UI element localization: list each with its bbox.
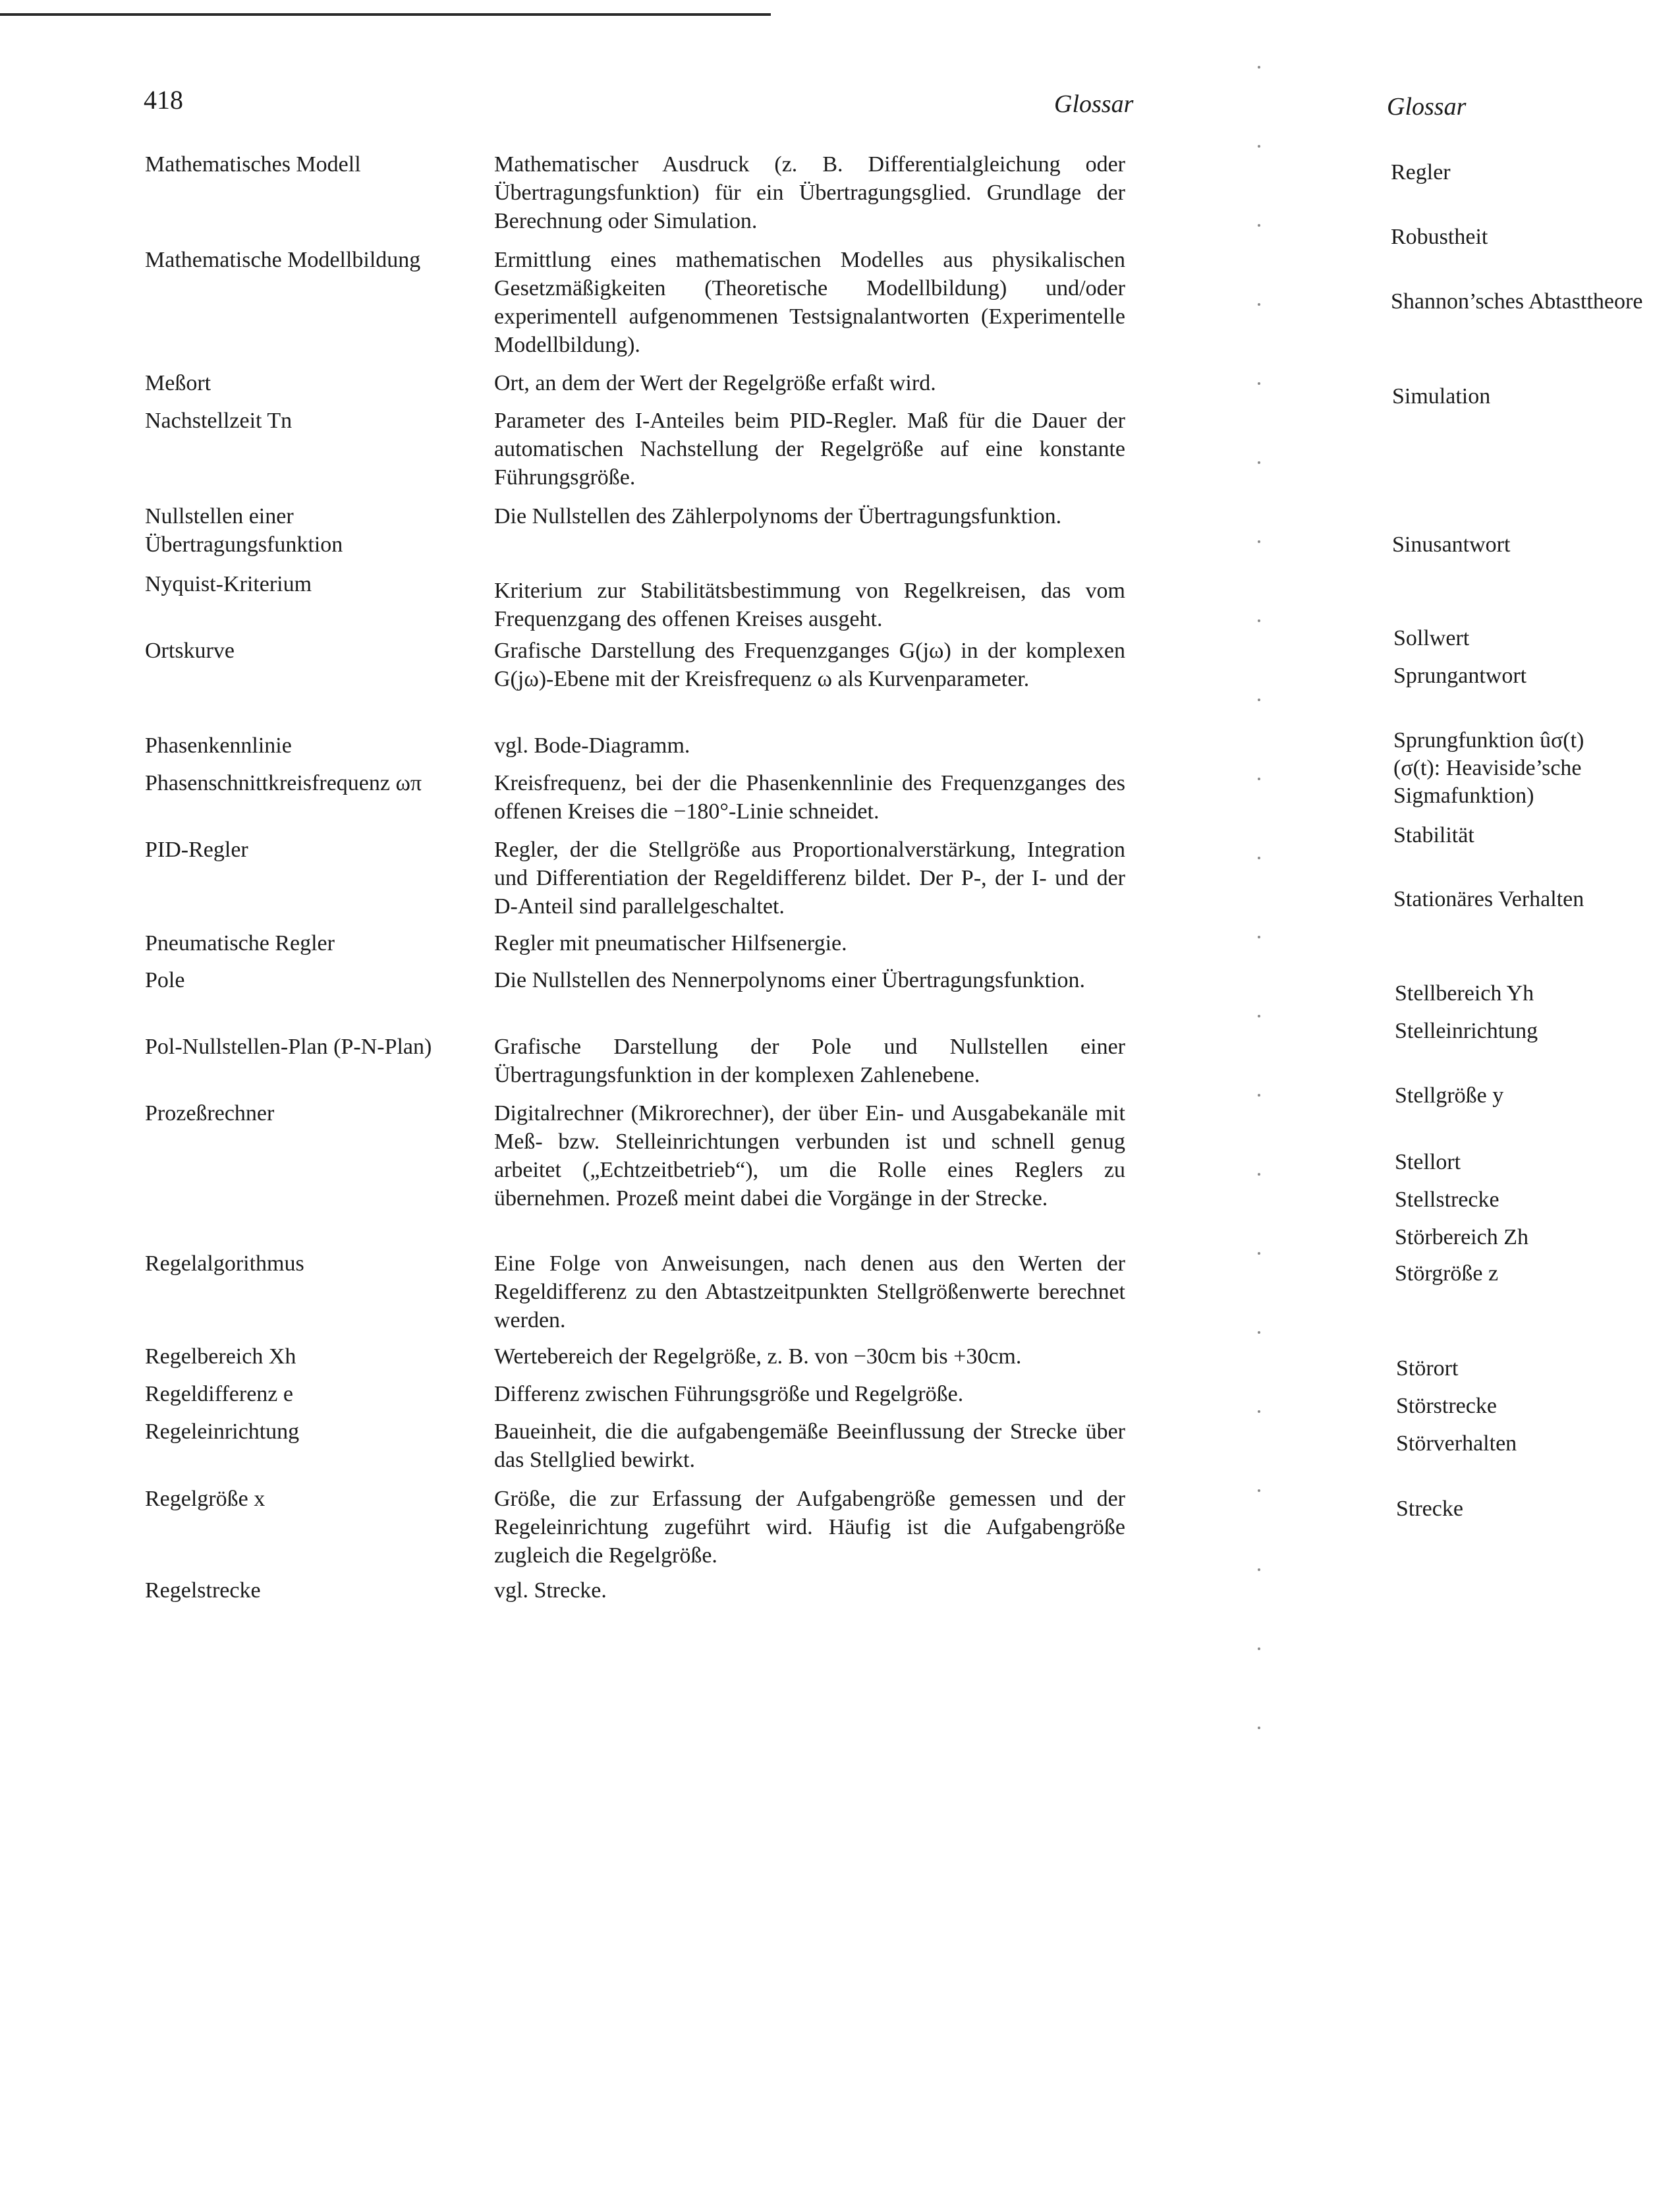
glossary-term: Nullstellen einer Übertragungsfunktion — [145, 504, 343, 557]
right-glossary-term: Störort — [1396, 1356, 1459, 1381]
glossary-term: Nachstellzeit Tn — [145, 409, 293, 433]
right-glossary-term: Shannon’sches Abtasttheore — [1391, 289, 1643, 314]
glossary-term: Regelalgorithmus — [145, 1251, 304, 1276]
glossary-term: Prozeßrechner — [145, 1101, 275, 1126]
glossary-definition: Digitalrechner (Mikrorechner), der über Ein- und Ausgabekanäle mit Meß- bzw. Stelleinrichtungen verbunden ist und schnell genug arbeitet („Echtzeitbetrieb“), um die Rolle eines Reglers zu übernehmen. Prozeß meint dabei die Vorgänge in der Strecke. — [494, 1101, 1125, 1211]
glossary-definition: Ermittlung eines mathematischen Modelles aus physikalischen Gesetzmäßigkeiten (Theoretische Modellbildung) und/oder experimentell aufgenommenen Testsignalantworten (Experimentelle Modellbildung). — [494, 248, 1125, 357]
right-glossary-term: Regler — [1391, 160, 1451, 185]
glossary-definition: Ort, an dem der Wert der Regelgröße erfaßt wird. — [494, 371, 936, 395]
glossary-term: Regeleinrichtung — [145, 1419, 300, 1444]
glossary-definition: Grafische Darstellung des Frequenzganges G(jω) in der komplexen G(jω)-Ebene mit der Kreisfrequenz ω als Kurvenparameter. — [494, 639, 1125, 691]
right-glossary-term: Stellbereich Yh — [1395, 981, 1534, 1006]
right-glossary-term: Sigmafunktion) — [1393, 784, 1534, 808]
glossary-term: Pole — [145, 968, 185, 992]
glossary-definition: Eine Folge von Anweisungen, nach denen aus den Werten der Regeldifferenz zu den Abtastzeitpunkten Stellgrößenwerte berechnet werden. — [494, 1251, 1125, 1332]
glossary-definition: Kriterium zur Stabilitätsbestimmung von Regelkreisen, das vom Frequenzgang des offenen Kreises ausgeht. — [494, 579, 1125, 631]
glossary-definition: Wertebereich der Regelgröße, z. B. von −30cm bis +30cm. — [494, 1344, 1022, 1369]
glossary-term: Ortskurve — [145, 639, 235, 663]
glossary-term: Regeldifferenz e — [145, 1382, 293, 1406]
right-glossary-term: Störverhalten — [1396, 1431, 1517, 1456]
right-glossary-term: Sprungantwort — [1393, 664, 1527, 688]
glossary-term: Nyquist-Kriterium — [145, 572, 312, 596]
glossary-term: Phasenschnittkreisfrequenz ωπ — [145, 771, 422, 795]
page-number: 418 — [144, 85, 183, 115]
right-glossary-term: Störstrecke — [1396, 1394, 1497, 1418]
right-glossary-term: Simulation — [1392, 384, 1491, 409]
glossary-definition: Die Nullstellen des Nennerpolynoms einer Übertragungsfunktion. — [494, 968, 1086, 992]
right-glossary-term: (σ(t): Heaviside’sche — [1393, 756, 1582, 780]
glossary-definition: vgl. Strecke. — [494, 1578, 607, 1603]
glossary-term: PID-Regler — [145, 838, 248, 862]
glossary-definition: Regler, der die Stellgröße aus Proportionalverstärkung, Integration und Differentiation der Regeldifferenz bildet. Der P-, der I- und der D-Anteil sind parallelgeschaltet. — [494, 838, 1125, 919]
glossary-definition: Differenz zwischen Führungsgröße und Regelgröße. — [494, 1382, 964, 1406]
right-glossary-term: Sollwert — [1393, 626, 1470, 650]
glossary-definition: vgl. Bode-Diagramm. — [494, 733, 690, 758]
glossary-definition: Grafische Darstellung der Pole und Nullstellen einer Übertragungsfunktion in der komplexen Zahlenebene. — [494, 1035, 1125, 1087]
glossary-term: Regelbereich Xh — [145, 1344, 296, 1369]
glossary-term: Pol-Nullstellen-Plan (P-N-Plan) — [145, 1035, 432, 1059]
right-glossary-term: Sprungfunktion ûσ(t) — [1393, 728, 1584, 753]
right-glossary-term: Strecke — [1396, 1497, 1463, 1521]
glossary-definition: Kreisfrequenz, bei der die Phasenkennlinie des Frequenzganges des offenen Kreises die −180°-Linie schneidet. — [494, 771, 1125, 824]
right-glossary-term: Stabilität — [1393, 823, 1474, 847]
glossary-term: Pneumatische Regler — [145, 931, 335, 956]
right-glossary-term: Stellgröße y — [1395, 1083, 1504, 1108]
glossary-definition: Größe, die zur Erfassung der Aufgabengröße gemessen und der Regeleinrichtung zugeführt wird. Häufig ist die Aufgabengröße zugleich die Regelgröße. — [494, 1487, 1125, 1568]
right-glossary-term: Robustheit — [1391, 225, 1488, 249]
running-head-left: Glossar — [1054, 90, 1134, 118]
glossary-definition: Parameter des I-Anteiles beim PID-Regler. Maß für die Dauer der automatischen Nachstellung der Regelgröße auf eine konstante Führungsgröße. — [494, 409, 1125, 490]
running-head-right: Glossar — [1387, 93, 1467, 121]
right-glossary-term: Störgröße z — [1395, 1261, 1499, 1286]
glossary-definition: Die Nullstellen des Zählerpolynoms der Übertragungsfunktion. — [494, 504, 1062, 529]
glossary-term: Regelgröße x — [145, 1487, 266, 1511]
right-glossary-term: Stellstrecke — [1395, 1187, 1499, 1212]
right-glossary-term: Sinusantwort — [1392, 532, 1511, 557]
glossary-term: Mathematisches Modell — [145, 152, 361, 177]
glossary-term: Meßort — [145, 371, 211, 395]
glossary-definition: Baueinheit, die die aufgabengemäße Beeinflussung der Strecke über das Stellglied bewirkt. — [494, 1419, 1125, 1472]
glossary-definition: Regler mit pneumatischer Hilfsenergie. — [494, 931, 847, 956]
right-glossary-term: Stellort — [1395, 1150, 1461, 1174]
right-glossary-term: Störbereich Zh — [1395, 1225, 1528, 1249]
glossary-term: Mathematische Modellbildung — [145, 248, 421, 272]
glossary-term: Regelstrecke — [145, 1578, 261, 1603]
right-glossary-term: Stationäres Verhalten — [1393, 887, 1584, 911]
glossary-definition: Mathematischer Ausdruck (z. B. Differentialgleichung oder Übertragungsfunktion) für ein Übertragungsglied. Grundlage der Berechnung oder Simulation. — [494, 152, 1125, 233]
right-glossary-term: Stelleinrichtung — [1395, 1019, 1538, 1043]
glossary-term: Phasenkennlinie — [145, 733, 292, 758]
